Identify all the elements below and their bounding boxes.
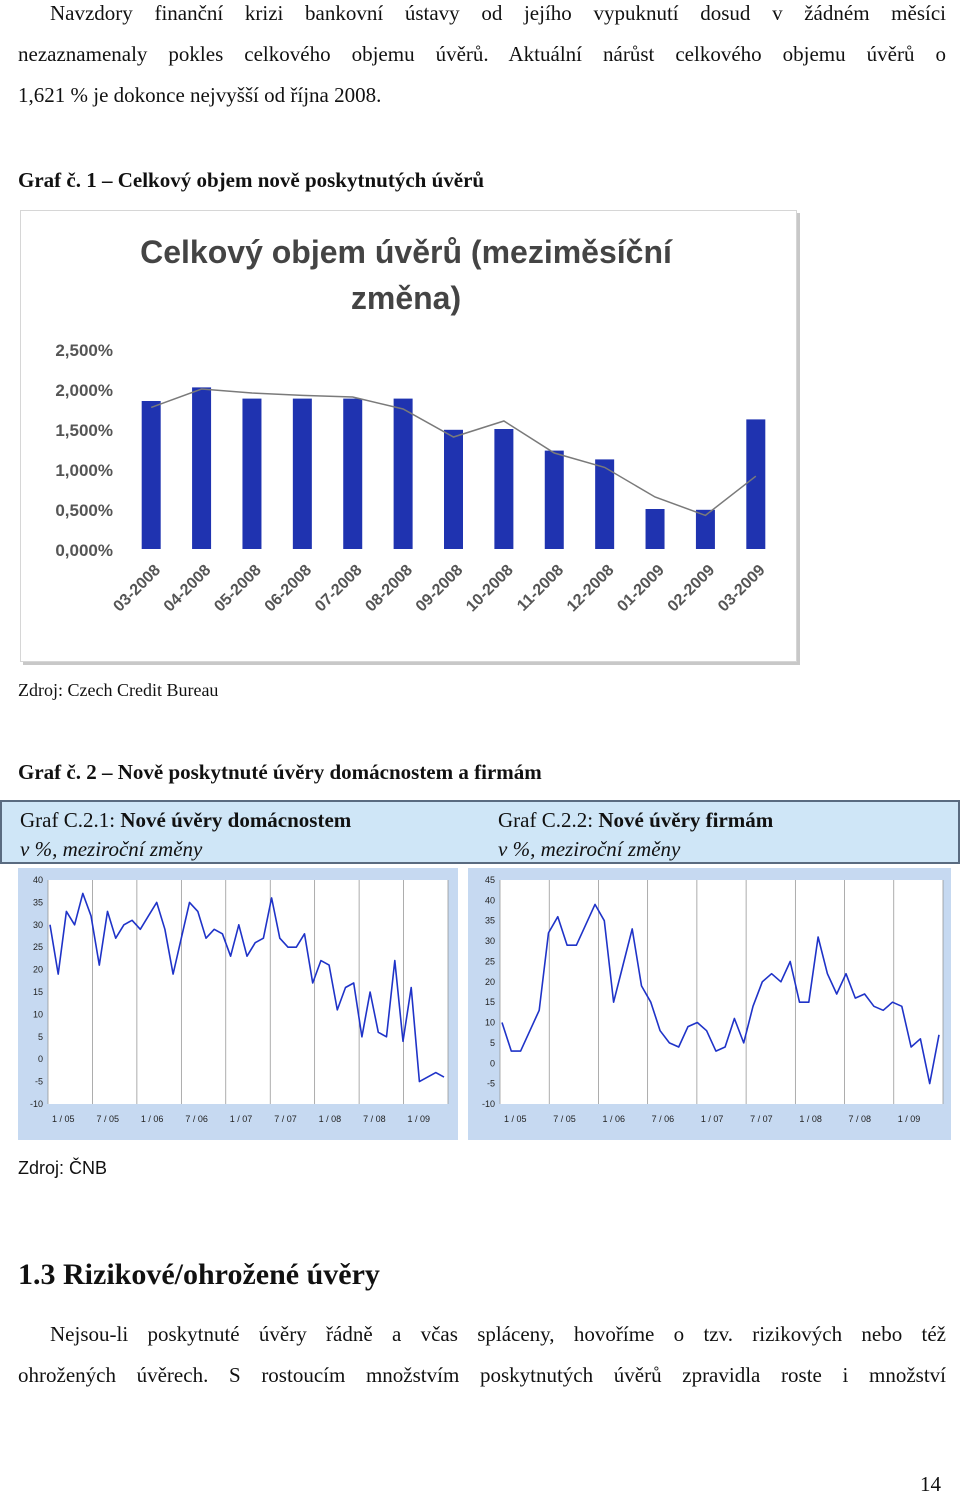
chart3-xtick-label: 1 / 07	[700, 1114, 724, 1124]
chart1-xtick-label: 11-2008	[514, 561, 568, 615]
chart2-xtick-label: 1 / 08	[318, 1114, 342, 1124]
chart1-ytick-label: 1,500%	[55, 421, 113, 440]
chart3-xtick-label: 1 / 06	[602, 1114, 625, 1124]
right-chart-name: Nové úvěry firmám	[598, 808, 774, 832]
chart-households-panel	[18, 868, 458, 1140]
chart1-ytick-label: 0,000%	[55, 541, 113, 560]
chart3-xtick-label: 1 / 08	[799, 1114, 822, 1124]
chart3-svg	[468, 868, 951, 1140]
chart2-xtick-label: 1 / 07	[229, 1114, 253, 1124]
right-chart-prefix: Graf C.2.2:	[498, 808, 599, 832]
left-chart-title	[20, 806, 351, 864]
chart3-xtick-label: 7 / 06	[651, 1114, 675, 1124]
chart2-xtick-label: 7 / 05	[96, 1114, 119, 1124]
chart2-xtick-label: 7 / 07	[274, 1114, 297, 1124]
chart2-xtick-label: 1 / 09	[407, 1114, 431, 1124]
chart1-ytick-label: 1,000%	[55, 461, 113, 480]
chart1-xtick-label: 03-2009	[715, 561, 769, 616]
chart2-ytick-label: 10	[32, 1009, 43, 1020]
chart1-xtick-label: 08-2008	[362, 561, 416, 616]
right-chart-subtitle: v %, meziroční změny	[498, 837, 681, 861]
chart2-ytick-label: 25	[32, 942, 43, 953]
chart1-bar	[646, 509, 665, 549]
chart3-xtick-label: 1 / 05	[504, 1114, 527, 1124]
chart1-bar	[343, 399, 362, 549]
chart1-bar	[394, 399, 413, 549]
chart2-svg	[18, 868, 458, 1140]
chart1-bar	[192, 387, 211, 549]
chart1-ytick-label: 2,500%	[55, 341, 113, 360]
chart2-xtick-label: 1 / 05	[52, 1114, 75, 1124]
chart1-title-line2: změna)	[350, 280, 462, 316]
chart3-plot-area	[500, 880, 943, 1104]
chart2-ytick-label: 20	[32, 964, 43, 975]
chart1-bar	[494, 429, 513, 549]
chart1-bar	[293, 399, 312, 549]
chart2-ytick-label: 35	[32, 897, 43, 908]
chart3-ytick-label: 15	[484, 997, 495, 1008]
chart1-xtick-label: 09-2008	[412, 561, 467, 616]
right-chart-title	[498, 806, 773, 864]
chart1-bar	[545, 451, 564, 549]
section-paragraph	[18, 1314, 946, 1396]
chart3-ytick-label: -5	[486, 1078, 495, 1089]
left-chart-prefix: Graf C.2.1:	[20, 808, 121, 832]
section-line-2: ohrožených úvěrech. S rostoucím množstvím poskytnutých úvěrů zpravidla roste i množství	[18, 1363, 946, 1387]
chart3-ytick-label: 35	[484, 915, 495, 926]
graph2-source: Zdroj: ČNB	[18, 1158, 108, 1178]
intro-line-3: 1,621 % je dokonce nejvyšší od října 2008.	[18, 83, 382, 107]
chart1-xtick-label: 04-2008	[160, 561, 215, 616]
chart-total-loans	[20, 210, 797, 662]
graph2-caption: Graf č. 2 – Nově poskytnuté úvěry domácnostem a firmám	[18, 760, 542, 784]
intro-line-2: nezaznamenaly pokles celkového objemu úvěrů. Aktuální nárůst celkového objemu úvěrů o	[18, 42, 946, 66]
graph2-title-box	[0, 800, 960, 864]
chart1-ytick-label: 2,000%	[55, 381, 113, 400]
chart1-ytick-label: 0,500%	[55, 501, 113, 520]
left-chart-subtitle: v %, meziroční změny	[20, 837, 203, 861]
chart2-ytick-label: 0	[37, 1054, 43, 1065]
chart3-ytick-label: 10	[484, 1017, 495, 1028]
section-line-1: Nejsou-li poskytnuté úvěry řádně a včas spláceny, hovoříme o tzv. rizikových nebo též	[50, 1322, 946, 1346]
chart1-xtick-label: 05-2008	[211, 561, 265, 616]
chart3-xtick-label: 1 / 09	[897, 1114, 921, 1124]
chart1-svg	[21, 211, 796, 661]
graph1-caption: Graf č. 1 – Celkový objem nově poskytnutých úvěrů	[18, 168, 485, 192]
chart2-xtick-label: 7 / 08	[363, 1114, 386, 1124]
chart2-ytick-label: -5	[34, 1076, 43, 1087]
chart2-ytick-label: 30	[32, 919, 43, 930]
chart3-xtick-label: 7 / 05	[553, 1114, 576, 1124]
chart2-ytick-label: 40	[32, 875, 43, 885]
chart2-xtick-label: 1 / 06	[140, 1114, 164, 1124]
chart1-xtick-label: 03-2008	[110, 561, 165, 616]
chart1-xtick-label: 07-2008	[312, 561, 366, 616]
intro-line-1: Navzdory finanční krizi bankovní ústavy od jejího vypuknutí dosud v žádném měsíci	[50, 1, 946, 25]
chart3-ytick-label: 5	[489, 1037, 495, 1048]
chart-firms-panel	[468, 868, 951, 1140]
chart2-ytick-label: 15	[32, 987, 43, 997]
chart1-bar	[242, 399, 261, 549]
chart1-xtick-label: 10-2008	[463, 561, 517, 616]
chart1-xtick-label: 06-2008	[261, 561, 316, 616]
chart2-ytick-label: -10	[29, 1099, 43, 1109]
chart1-bar	[444, 430, 463, 549]
chart1-bar	[595, 459, 614, 549]
chart3-ytick-label: -10	[481, 1099, 495, 1109]
chart3-ytick-label: 20	[484, 976, 495, 987]
chart2-ytick-label: 5	[37, 1031, 43, 1042]
intro-paragraph	[18, 0, 946, 116]
graph1-source: Zdroj: Czech Credit Bureau	[18, 680, 219, 700]
chart2-xtick-label: 7 / 06	[185, 1114, 208, 1124]
chart3-ytick-label: 25	[484, 956, 495, 967]
chart1-xtick-label: 02-2009	[664, 561, 719, 616]
chart1-bar	[746, 419, 765, 549]
chart1-xtick-label: 01-2009	[614, 561, 668, 616]
chart3-ytick-label: 30	[484, 936, 495, 947]
chart1-title-line1: Celkový objem úvěrů (meziměsíční	[140, 234, 672, 270]
chart1-bar	[142, 401, 161, 549]
section-title: 1.3 Rizikové/ohrožené úvěry	[18, 1258, 380, 1291]
chart3-xtick-label: 7 / 08	[848, 1114, 872, 1124]
chart1-xtick-label: 12-2008	[563, 561, 618, 616]
chart3-ytick-label: 45	[484, 875, 495, 885]
page-number: 14	[920, 1472, 941, 1496]
chart3-ytick-label: 40	[484, 895, 495, 906]
chart3-xtick-label: 7 / 07	[750, 1114, 773, 1124]
chart3-ytick-label: 0	[489, 1058, 495, 1069]
left-chart-name: Nové úvěry domácnostem	[120, 808, 352, 832]
